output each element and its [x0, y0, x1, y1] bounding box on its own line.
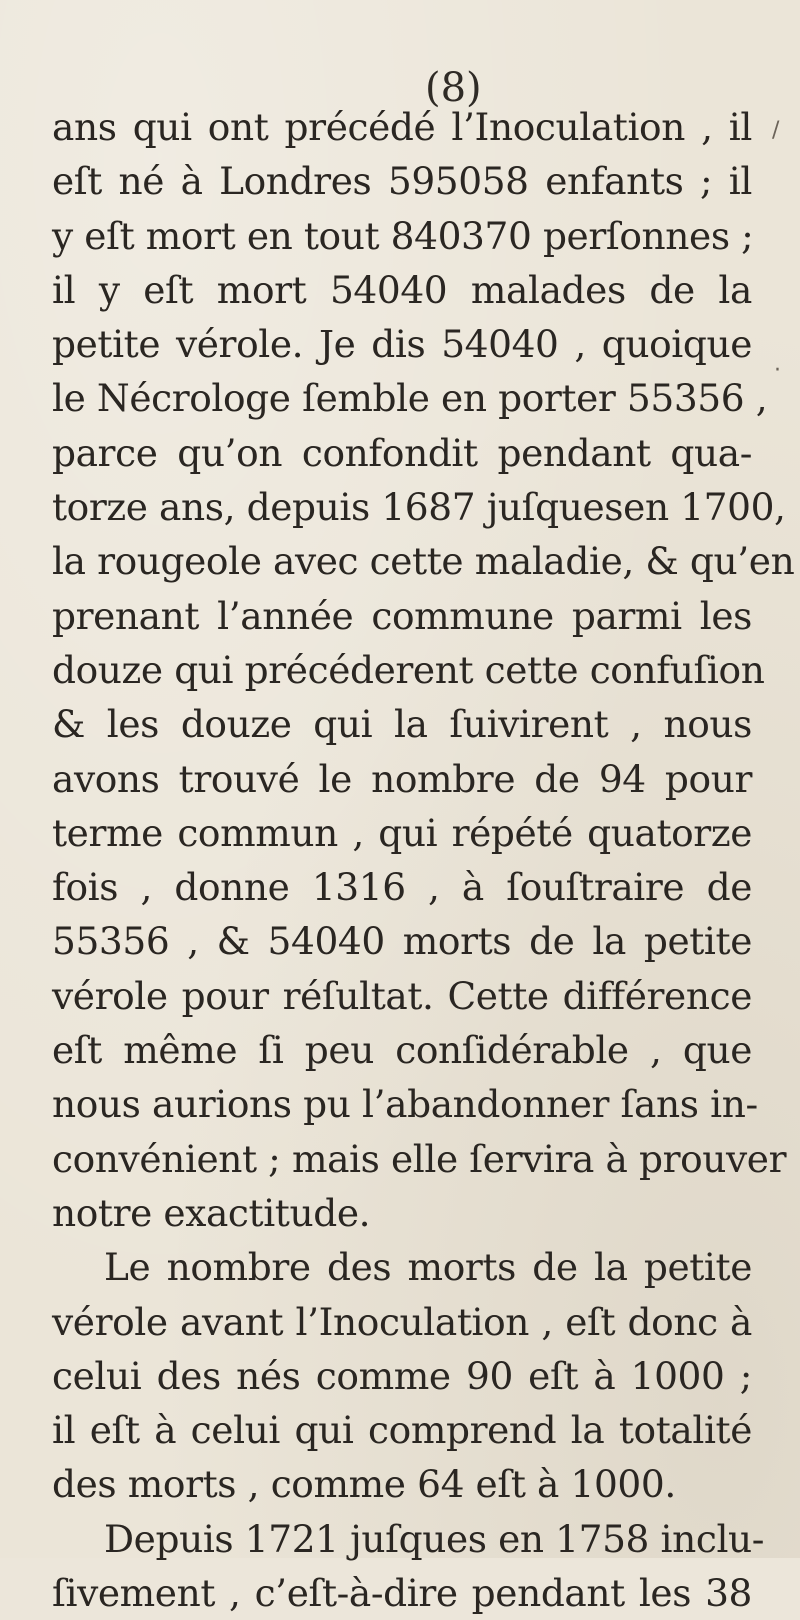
text-line: eſt né à Londres 595058 enfants ; il — [52, 159, 752, 204]
text-line: parce qu’on confondit pendant qua- — [52, 430, 752, 475]
text-line: ſivement , c’eſt-à-dire pendant les 38 — [52, 1571, 752, 1616]
text-line: douze qui précéderent cette confuſion — [52, 647, 765, 692]
text-line: ans qui ont précédé l’Inoculation , il — [52, 105, 752, 149]
text-line: convénient ; mais elle ſervira à prouver — [52, 1136, 787, 1181]
text-line: prenant l’année commune parmi les — [52, 593, 752, 638]
text-line: notre exactitude. — [52, 1190, 371, 1235]
text-line: Depuis 1721 juſques en 1758 inclu- — [104, 1516, 765, 1561]
text-line: & les douze qui la ſuivirent , nous — [52, 702, 752, 747]
body-text — [52, 100, 795, 1620]
text-line: 55356 , & 54040 morts de la petite — [52, 919, 752, 964]
text-line: petite vérole. Je dis 54040 , quoique — [52, 322, 752, 367]
text-line: nous aurions pu l’abandonner ſans in- — [52, 1082, 758, 1127]
text-line: Le nombre des morts de la petite — [104, 1245, 752, 1290]
text-line: celui des nés comme 90 eſt à 1000 ; — [52, 1353, 752, 1398]
text-line: vérole avant l’Inoculation , eſt donc à — [52, 1299, 752, 1344]
text-line: il eſt à celui qui comprend la totalité — [52, 1408, 752, 1453]
text-line: y eſt mort en tout 840370 perſonnes ; — [52, 213, 754, 258]
text-line: fois , donne 1316 , à ſouſtraire de — [52, 865, 752, 910]
text-line: il y eſt mort 54040 malades de la — [52, 267, 752, 312]
text-line: la rougeole avec cette maladie, & qu’en — [52, 539, 795, 584]
text-line: terme commun , qui répété quatorze — [52, 810, 752, 855]
text-line: eſt même ſi peu conſidérable , que — [52, 1028, 752, 1073]
margin-mark: · — [774, 358, 781, 383]
text-line: des morts , comme 64 eſt à 1000. — [52, 1462, 676, 1507]
text-line: le Nécrologe ſemble en porter 55356 , — [52, 376, 768, 421]
page-number: (8) — [425, 65, 482, 111]
margin-mark: / — [772, 118, 780, 143]
text-line: avons trouvé le nombre de 94 pour — [52, 756, 752, 801]
text-line: torze ans, depuis 1687 juſquesen 1700, — [52, 485, 786, 530]
text-line: vérole pour réſultat. Cette différence — [52, 973, 752, 1018]
